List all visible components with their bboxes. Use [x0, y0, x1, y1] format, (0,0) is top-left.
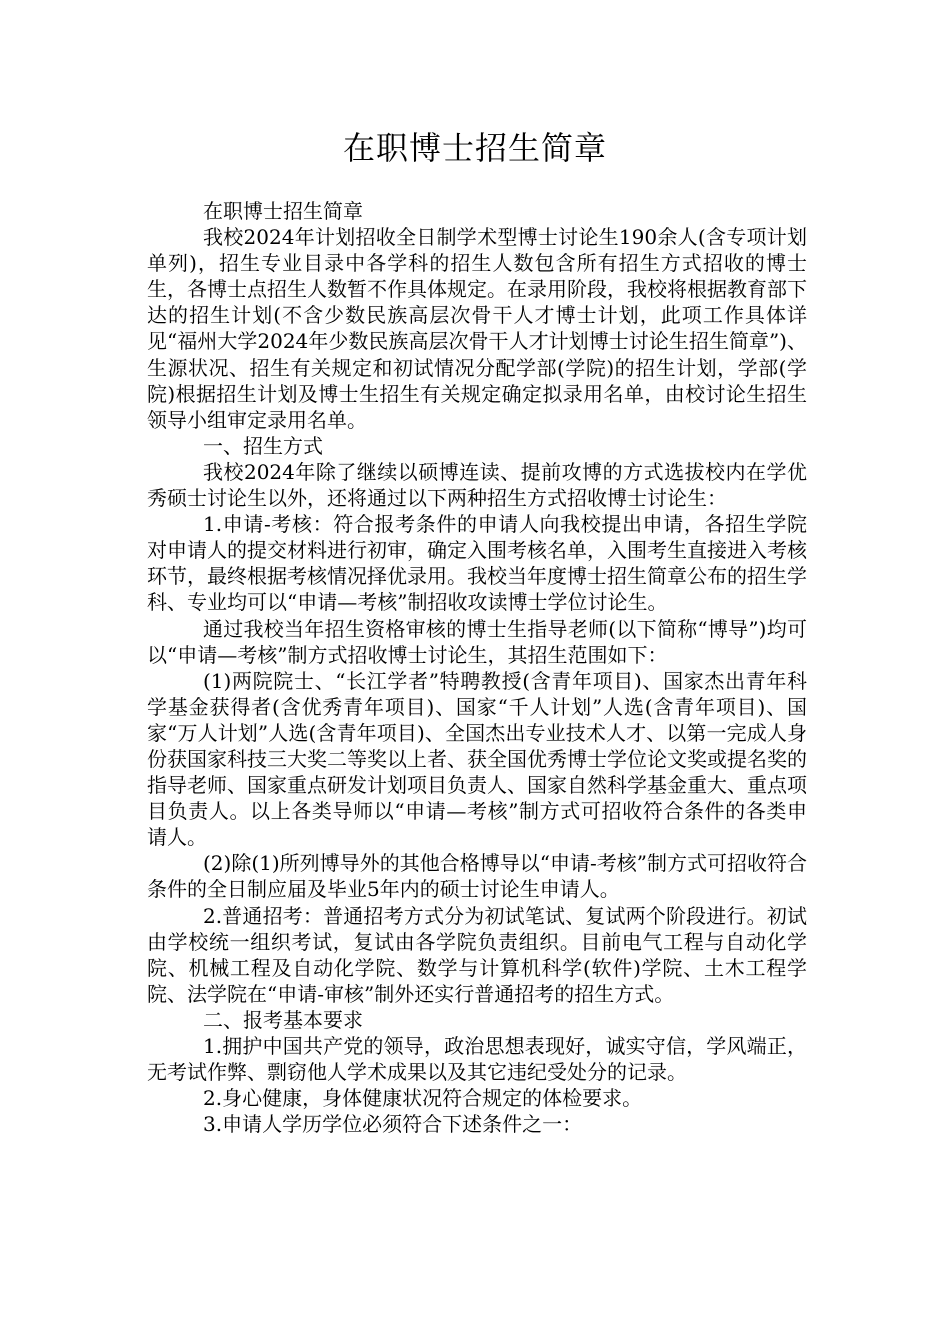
paragraph-supervisor-scope: 通过我校当年招生资格审核的博士生指导老师(以下简称“博导”)均可以“申请—考核”制方式招收博士讨论生，其招生范围如下：: [147, 616, 807, 667]
section-heading-admission-methods: 一、招生方式: [203, 433, 323, 458]
paragraph-scope-item-2: (2)除(1)所列博导外的其他合格博导以“申请-考核”制方式可招收符合条件的全日制应届及毕业5年内的硕士讨论生申请人。: [147, 851, 807, 902]
paragraph-admission-overview: 我校2024年除了继续以硕博连读、提前攻博的方式选拔校内在学优秀硕士讨论生以外，还将通过以下两种招生方式招收博士讨论生：: [147, 459, 807, 511]
paragraph-requirement-2: 2.身心健康，身体健康状况符合规定的体检要求。: [203, 1086, 643, 1111]
section-heading-basic-requirements: 二、报考基本要求: [203, 1007, 363, 1032]
document-body: [147, 198, 807, 1137]
document-title: 在职博士招生简章: [342, 129, 607, 167]
paragraph-requirement-3: 3.申请人学历学位必须符合下述条件之一：: [203, 1112, 583, 1137]
paragraph-subtitle: 在职博士招生简章: [203, 199, 363, 223]
paragraph-intro: 我校2024年计划招收全日制学术型博士讨论生190余人(含专项计划单列)，招生专业目录中各学科的招生人数包含所有招生方式招收的博士生，各博士点招生人数暂不作具体规定。在录用阶段，我校将根据教育部下达的招生计划(不含少数民族高层次骨干人才博士计划，此项工作具体详见“福州大学2024年少数民族高层次骨干人才计划博士讨论生招生简章”)、生源状况、招生有关规定和初试情况分配学部(学院)的招生计划，学部(学院)根据招生计划及博士生招生有关规定确定拟录用名单，由校讨论生招生领导小组审定录用名单。: [147, 225, 807, 432]
paragraph-general-exam: 2.普通招考：普通招考方式分为初试笔试、复试两个阶段进行。初试由学校统一组织考试，复试由各学院负责组织。目前电气工程与自动化学院、机械工程及自动化学院、数学与计算机科学(软件)学院、土木工程学院、法学院在“申请-审核”制外还实行普通招考的招生方式。: [147, 903, 807, 1006]
paragraph-application-assessment: 1.申请-考核：符合报考条件的申请人向我校提出申请，各招生学院对申请人的提交材料进行初审，确定入围考核名单，入围考生直接进入考核环节，最终根据考核情况择优录用。我校当年度博士招生简章公布的招生学科、专业均可以“申请—考核”制招收攻读博士学位讨论生。: [147, 512, 807, 615]
paragraph-requirement-1: 1.拥护中国共产党的领导，政治思想表现好，诚实守信，学风端正，无考试作弊、剽窃他人学术成果以及其它违纪受处分的记录。: [147, 1034, 807, 1085]
paragraph-scope-item-1: (1)两院院士、“长江学者”特聘教授(含青年项目)、国家杰出青年科学基金获得者(含优秀青年项目)、国家“千人计划”人选(含青年项目)、国家“万人计划”人选(含青年项目)、全国杰出专业技术人才、以第一完成人身份获国家科技三大奖二等奖以上者、获全国优秀博士学位论文奖或提名奖的指导老师、国家重点研发计划项目负责人、国家自然科学基金重大、重点项目负责人。以上各类导师以“申请—考核”制方式可招收符合条件的各类申请人。: [147, 668, 807, 850]
